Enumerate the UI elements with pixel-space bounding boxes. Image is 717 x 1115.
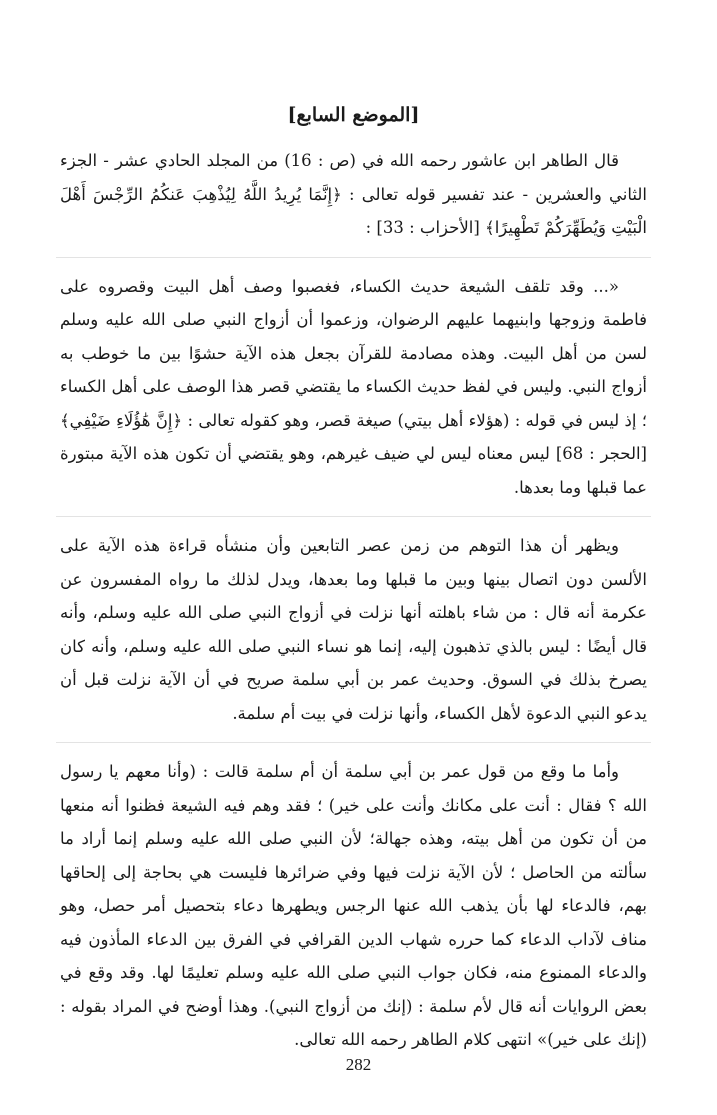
divider <box>56 257 651 258</box>
body-paragraph: وأما ما وقع من قول عمر بن أبي سلمة أن أم سلمة قالت : (وأنا معهم يا رسول الله ؟ فقال : أنت على مكانك وأنت على خير) ؛ فقد وهم فيه الشيعة فظنوا أنه منعها من أن تكون من أهل بيته، وهذه جهالة؛ لأن النبي صلى الله عليه وسلم إنما أراد ما سألته من الحاصل ؛ لأن الآية نزلت فيها وفي ضرائرها فليست هي بحاجة إلى إلحاقها بهم، فالدعاء لها بأن يذهب الله عنها الرجس ويطهرها دعاء بتحصيل أمر حصل، وهو مناف لآداب الدعاء كما حرره شهاب الدين القرافي في الفرق بين الدعاء المأذون فيه والدعاء الممنوع منه، فكان جواب النبي صلى الله عليه وسلم تعليمًا لها. وقد وقع في بعض الروايات أنه قال لأم سلمة : (إنك من أزواج النبي). وهذا أوضح في المراد بقوله : (إنك على خير)» انتهى كلام الطاهر رحمه الله تعالى. <box>60 762 647 1049</box>
divider <box>56 742 651 743</box>
divider <box>56 516 651 517</box>
quote-paragraph: «... وقد تلقف الشيعة حديث الكساء، فغصبوا وصف أهل البيت وقصروه على فاطمة وزوجها وابنيهما عليهم الرضوان، وزعموا أن أزواج النبي صلى الله عليه وسلم لسن من أهل البيت. وهذه مصادمة للقرآن بجعل هذه الآية حشوًا بين ما خوطب به أزواج النبي. وليس في لفظ حديث الكساء ما يقتضي قصر هذا الوصف على أهل الكساء ؛ إذ ليس في قوله : (هؤلاء أهل بيتي) صيغة قصر، وهو كقوله تعالى : ﴿إِنَّ هَٰؤُلَاءِ ضَيْفِي﴾ [الحجر : 68] ليس معناه ليس لي ضيف غيرهم، وهو يقتضي أن تكون هذه الآية مبتورة عما قبلها وما بعدها. <box>60 276 647 497</box>
section-heading: [الموضع السابع] <box>287 104 420 126</box>
intro-paragraph: قال الطاهر ابن عاشور رحمه الله في (ص : 16) من المجلد الحادي عشر - الجزء الثاني والعشرين - عند تفسير قوله تعالى : ﴿إِنَّمَا يُرِيدُ اللَّهُ لِيُذْهِبَ عَنكُمُ الرِّجْسَ أَهْلَ الْبَيْتِ وَيُطَهِّرَكُمْ تَطْهِيرًا﴾ [الأحزاب : 33] : <box>60 151 647 237</box>
body-paragraph: ويظهر أن هذا التوهم من زمن عصر التابعين وأن منشأه قراءة هذه الآية على الألسن دون اتصال بينها وبين ما قبلها وما بعدها، ويدل لذلك ما رواه المفسرون عن عكرمة أنه قال : من شاء باهلته أنها نزلت في أزواج النبي صلى الله عليه وسلم، وأنه قال أيضًا : ليس بالذي تذهبون إليه، إنما هو نساء النبي صلى الله عليه وسلم، وأنه كان يصرخ بذلك في السوق. وحديث عمر بن أبي سلمة صريح في أن الآية نزلت قبل أن يدعو النبي الدعوة لأهل الكساء، وأنها نزلت في بيت أم سلمة. <box>60 536 647 723</box>
page-number: 282 <box>345 1055 372 1074</box>
